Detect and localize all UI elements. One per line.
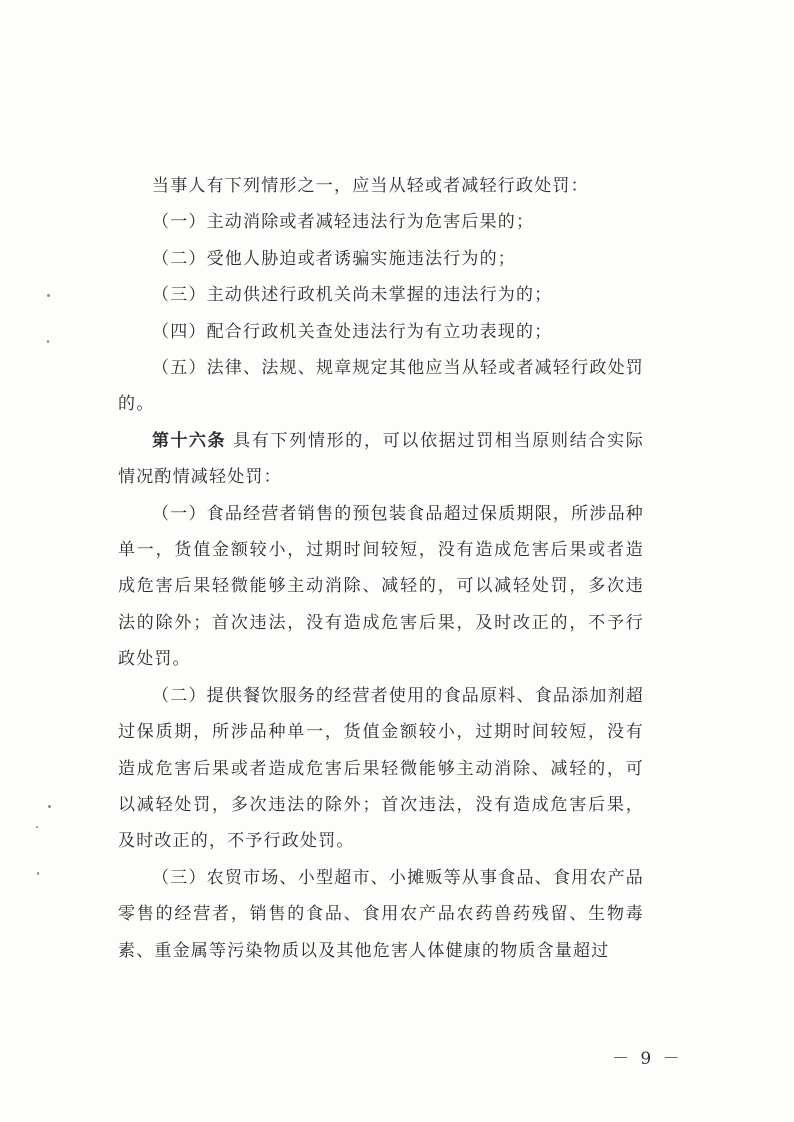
paragraph-item-5: （五）法律、法规、规章规定其他应当从轻或者减轻行政处罚的。 xyxy=(118,358,644,415)
paragraph-article-16: 第十六条 具有下列情形的，可以依据过罚相当原则结合实际情况酌情减轻处罚： xyxy=(118,430,644,488)
paragraph-item-4: （四）配合行政机关查处违法行为有立功表现的； xyxy=(152,321,553,342)
scan-speck xyxy=(37,872,39,875)
scan-speck xyxy=(47,340,49,343)
paragraph-article-16-item-2: （二）提供餐饮服务的经营者使用的食品原料、食品添加剂超过保质期，所涉品种单一，货值金额较小，过期时间较短，没有造成危害后果或者造成危害后果轻微能够主动消除、减轻的，可以减轻处罚，多次违法的除外；首次违法，没有造成危害后果，及时改正的，不予行政处罚。 xyxy=(118,685,644,852)
document-body xyxy=(118,168,644,969)
paragraph-article-16-item-1: （一）食品经营者销售的预包装食品超过保质期限，所涉品种单一，货值金额较小，过期时间较短，没有造成危害后果或者造成危害后果轻微能够主动消除、减轻的，可以减轻处罚，多次违法的除外；首次违法，没有造成危害后果，及时改正的，不予行政处罚。 xyxy=(118,503,644,670)
scan-speck xyxy=(47,294,50,297)
scan-speck xyxy=(36,826,38,828)
paragraph-item-3: （三）主动供述行政机关尚未掌握的违法行为的； xyxy=(152,285,553,306)
paragraph-intro: 当事人有下列情形之一，应当从轻或者减轻行政处罚： xyxy=(152,176,589,196)
paragraph-item-2: （二）受他人胁迫或者诱骗实施违法行为的； xyxy=(152,248,516,269)
paragraph-item-1: （一）主动消除或者减轻违法行为危害后果的； xyxy=(152,212,535,233)
paragraph-article-16-item-3: （三）农贸市场、小型超市、小摊贩等从事食品、食用农产品零售的经营者，销售的食品、食用农产品农药兽药残留、生物毒素、重金属等污染物质以及其他危害人体健康的物质含量超过 xyxy=(118,867,644,961)
article-number: 第十六条 xyxy=(152,430,226,451)
page-number: － 9 － xyxy=(612,1049,683,1069)
scan-speck xyxy=(48,805,51,808)
